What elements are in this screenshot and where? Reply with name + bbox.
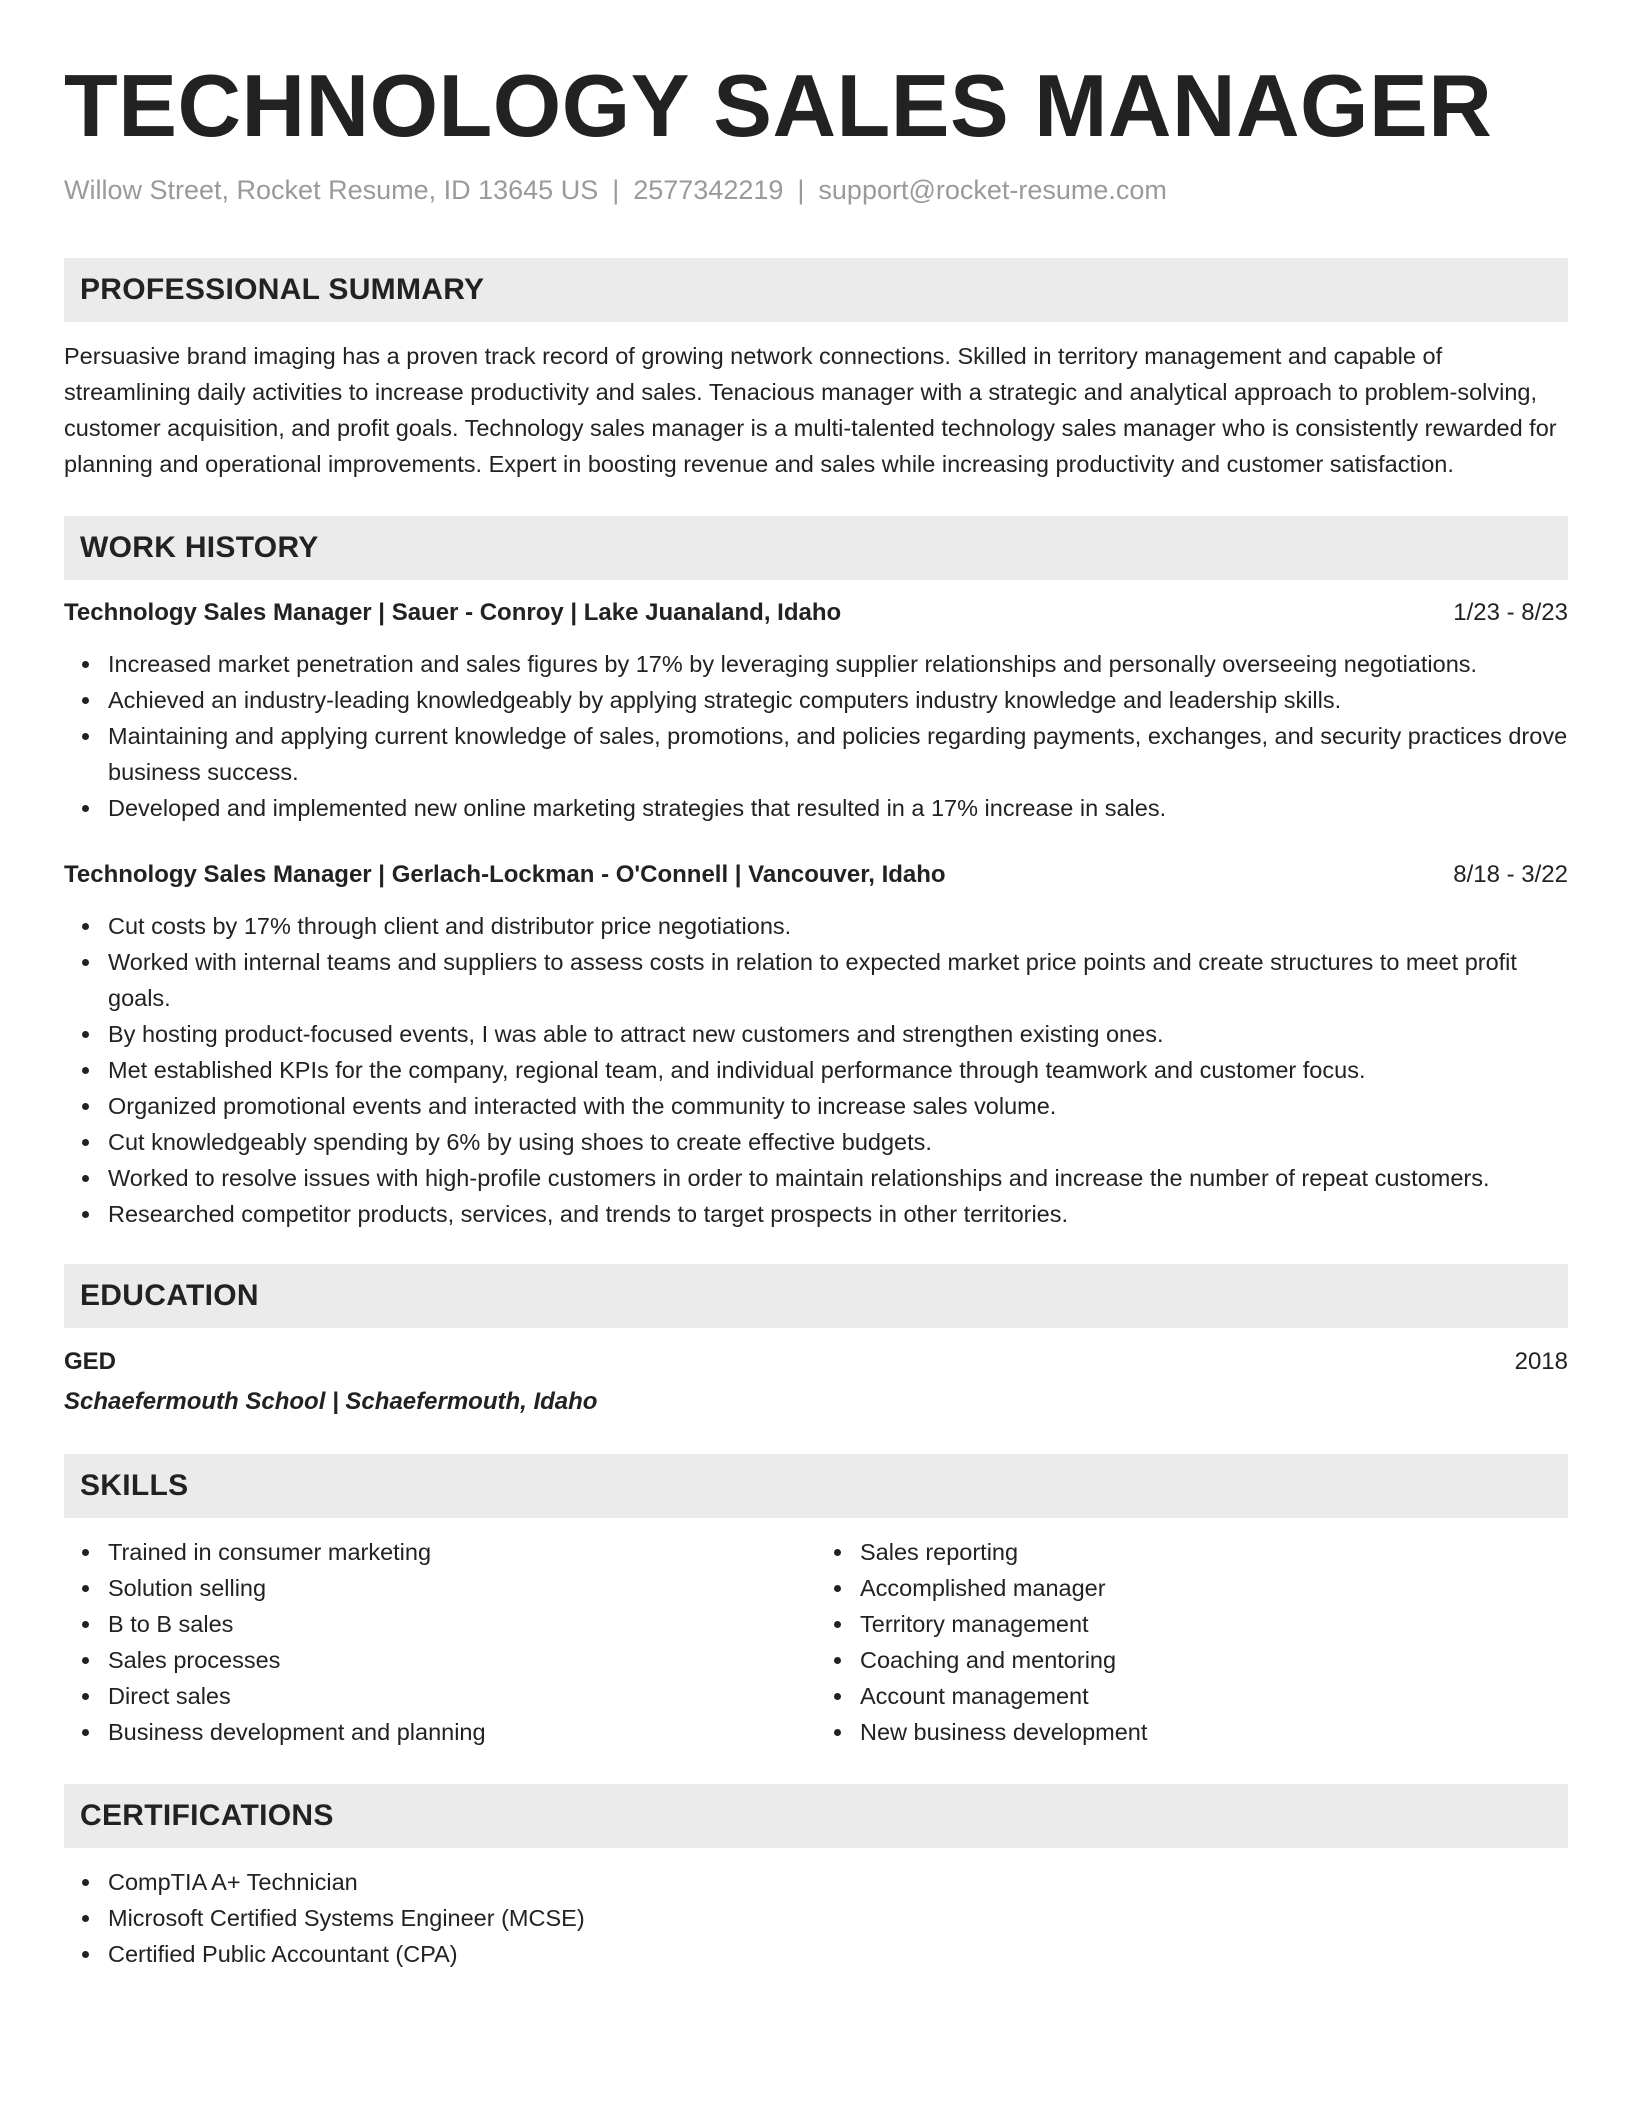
skill-item: B to B sales — [108, 1606, 816, 1642]
skills-list-left — [64, 1534, 816, 1750]
skills-list-right — [816, 1534, 1568, 1750]
education-row — [64, 1344, 1568, 1380]
job-dates: 1/23 - 8/23 — [1453, 599, 1568, 626]
education-year: 2018 — [1514, 1348, 1568, 1375]
contact-line — [64, 172, 1568, 208]
list-item: Worked with internal teams and suppliers to assess costs in relation to expected market price points and create structures to meet profit goals. — [108, 944, 1568, 1016]
certification-item: Microsoft Certified Systems Engineer (MCSE) — [108, 1900, 1568, 1936]
job-title: Technology Sales Manager | Gerlach-Lockman - O'Connell | Vancouver, Idaho — [64, 861, 946, 888]
skills-columns — [64, 1534, 1568, 1750]
list-item: Achieved an industry-leading knowledgeably by applying strategic computers industry knowledge and leadership skills. — [108, 682, 1568, 718]
section-heading-education: EDUCATION — [64, 1264, 1568, 1328]
job-dates: 8/18 - 3/22 — [1453, 861, 1568, 888]
resume-name: TECHNOLOGY SALES MANAGER — [64, 56, 1493, 155]
skill-item: Business development and planning — [108, 1714, 816, 1750]
list-item: Increased market penetration and sales figures by 17% by leveraging supplier relationships and personally overseeing negotiations. — [108, 646, 1568, 682]
skill-item: Direct sales — [108, 1678, 816, 1714]
skill-item: Sales processes — [108, 1642, 816, 1678]
skill-item: Account management — [860, 1678, 1568, 1714]
education-degree: GED — [64, 1348, 117, 1375]
list-item: Worked to resolve issues with high-profile customers in order to maintain relationships and increase the number of repeat customers. — [108, 1160, 1568, 1196]
job-header — [64, 596, 1568, 630]
list-item: Cut costs by 17% through client and distributor price negotiations. — [108, 908, 1568, 944]
contact-phone: 2577342219 — [633, 175, 784, 205]
skill-item: Sales reporting — [860, 1534, 1568, 1570]
section-heading-certifications: CERTIFICATIONS — [64, 1784, 1568, 1848]
job-entry — [64, 596, 1568, 826]
list-item: Developed and implemented new online marketing strategies that resulted in a 17% increase in sales. — [108, 790, 1568, 826]
certification-item: CompTIA A+ Technician — [108, 1864, 1568, 1900]
skill-item: Trained in consumer marketing — [108, 1534, 816, 1570]
list-item: Researched competitor products, services, and trends to target prospects in other territories. — [108, 1196, 1568, 1232]
job-title: Technology Sales Manager | Sauer - Conroy | Lake Juanaland, Idaho — [64, 599, 842, 626]
contact-address: Willow Street, Rocket Resume, ID 13645 US — [64, 175, 599, 205]
skill-item: Coaching and mentoring — [860, 1642, 1568, 1678]
list-item: Organized promotional events and interacted with the community to increase sales volume. — [108, 1088, 1568, 1124]
list-item: Cut knowledgeably spending by 6% by using shoes to create effective budgets. — [108, 1124, 1568, 1160]
section-heading-skills: SKILLS — [64, 1454, 1568, 1518]
education-school: Schaefermouth School | Schaefermouth, Idaho — [64, 1388, 598, 1415]
job-header — [64, 858, 1568, 892]
certifications-list — [64, 1864, 1568, 1972]
skill-item: Accomplished manager — [860, 1570, 1568, 1606]
job-bullets — [64, 646, 1568, 826]
contact-separator: | — [797, 175, 805, 205]
skill-item: New business development — [860, 1714, 1568, 1750]
skill-item: Solution selling — [108, 1570, 816, 1606]
list-item: Maintaining and applying current knowledge of sales, promotions, and policies regarding payments, exchanges, and security practices drove business success. — [108, 718, 1568, 790]
list-item: By hosting product-focused events, I was able to attract new customers and strengthen existing ones. — [108, 1016, 1568, 1052]
contact-separator: | — [612, 175, 620, 205]
section-heading-work-history: WORK HISTORY — [64, 516, 1568, 580]
list-item: Met established KPIs for the company, regional team, and individual performance through teamwork and customer focus. — [108, 1052, 1568, 1088]
job-entry — [64, 858, 1568, 1232]
job-bullets — [64, 908, 1568, 1232]
contact-email: support@rocket-resume.com — [818, 175, 1167, 205]
section-heading-summary: PROFESSIONAL SUMMARY — [64, 258, 1568, 322]
certification-item: Certified Public Accountant (CPA) — [108, 1936, 1568, 1972]
skill-item: Territory management — [860, 1606, 1568, 1642]
summary-text: Persuasive brand imaging has a proven track record of growing network connections. Skilled in territory management and capable of streamlining daily activities to increase productivity and sales. Tenacious manager with a strategic and analytical approach to problem-solving, customer acquisition, and profit goals. Technology sales manager is a multi-talented technology sales manager who is consistently rewarded for planning and operational improvements. Expert in boosting revenue and sales while increasing productivity and customer satisfaction. — [64, 343, 1557, 477]
